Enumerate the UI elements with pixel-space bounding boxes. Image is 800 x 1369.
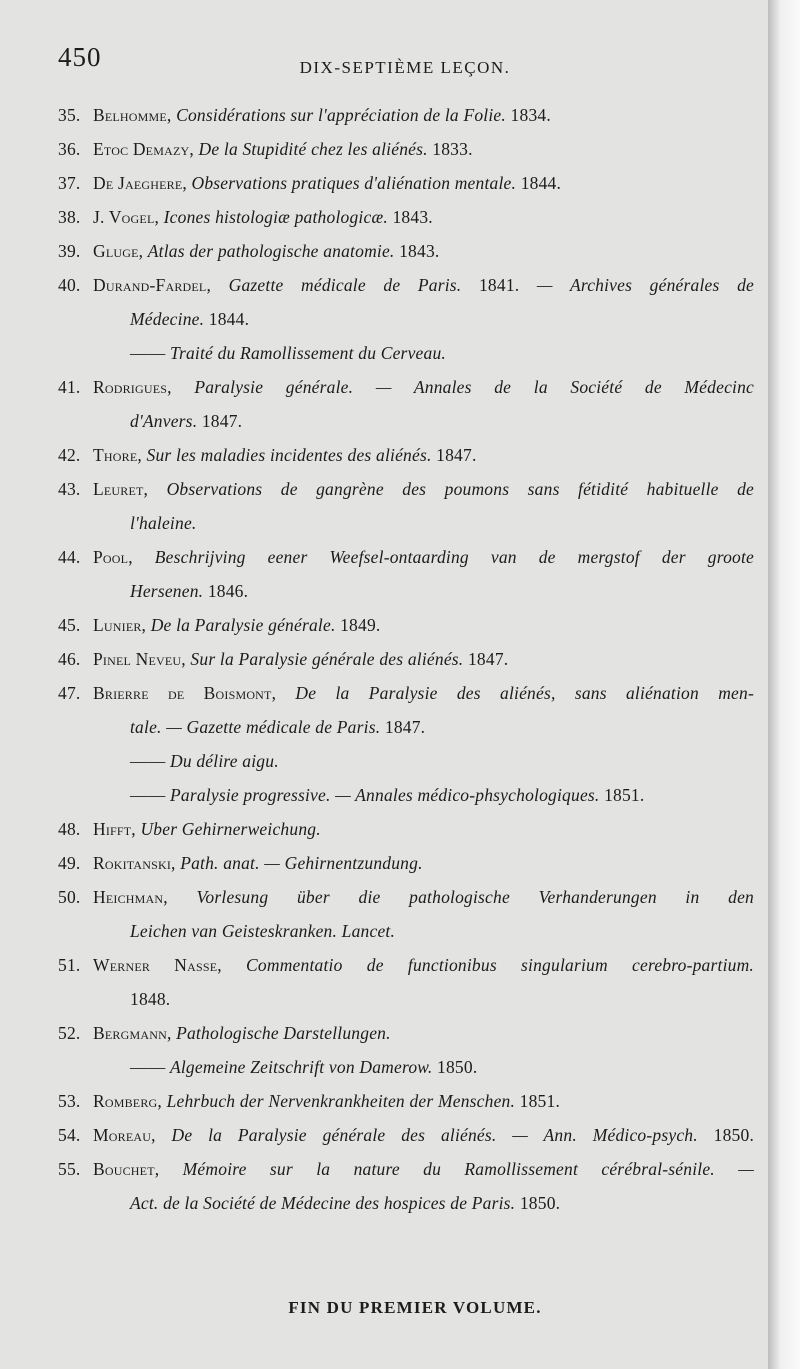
entry-title: Paralysie progressive. — Annales médico-phsychologiques. <box>169 785 600 805</box>
entry-text <box>93 166 754 200</box>
page-edge <box>768 0 800 1369</box>
entry-text <box>93 642 754 676</box>
bib-entry-continuation-line <box>0 710 768 744</box>
entry-author: Pinel Neveu, <box>93 649 186 669</box>
entry-title: De la Stupidité chez les aliénés. <box>198 139 428 159</box>
entry-author: Moreau, <box>93 1125 156 1145</box>
entry-title: De la Paralysie générale. <box>150 615 336 635</box>
entry-text <box>93 268 754 302</box>
entry-author: Hifft, <box>93 819 136 839</box>
bib-entry <box>0 132 768 166</box>
bib-entry <box>0 540 768 574</box>
entry-text <box>93 880 754 914</box>
bib-entry <box>0 336 768 370</box>
bib-entry <box>0 370 768 404</box>
entry-title: Traité du Ramollissement du Cerveau. <box>169 343 446 363</box>
bib-entry-continuation-line <box>0 506 768 540</box>
entry-number: 52. <box>58 1023 81 1043</box>
entry-text <box>93 1118 754 1152</box>
entry-text <box>93 200 754 234</box>
bib-entry <box>0 812 768 846</box>
entry-number: 46. <box>58 649 81 669</box>
entry-title-continued: tale. — Gazette médicale de Paris. <box>130 717 381 737</box>
end-of-volume-note: FIN DU PREMIER VOLUME. <box>288 1298 542 1317</box>
entry-title: Algemeine Zeitschrift von Damerow. <box>169 1057 433 1077</box>
entry-title-continued: Hersenen. <box>130 581 204 601</box>
bib-entry <box>0 744 768 778</box>
entry-number: 39. <box>58 241 81 261</box>
entry-year: 1844. <box>520 173 562 193</box>
bib-entry <box>0 880 768 914</box>
entry-title: Vorlesung über die pathologische Verhanderungen in den <box>196 887 754 907</box>
entry-title: Beschrijving eener Weefsel-ontaarding van de mergstof der groote <box>154 547 754 567</box>
entry-author: Leuret, <box>93 479 149 499</box>
entry-title: De la Paralysie des aliénés, sans aliénation men- <box>295 683 754 703</box>
entry-title: Paralysie générale. <box>194 377 354 397</box>
entry-text <box>93 370 754 404</box>
bib-entry <box>0 846 768 880</box>
page-number: 450 <box>58 42 102 72</box>
entry-text <box>93 234 754 268</box>
entry-sub-item <box>130 1050 754 1084</box>
entry-title-continued: l'haleine. <box>130 513 197 533</box>
entry-number: 38. <box>58 207 81 227</box>
entry-year: 1833. <box>432 139 473 159</box>
ditto-dash: —— <box>130 751 166 771</box>
entry-title: Atlas der pathologische anatomie. <box>147 241 395 261</box>
bibliography-list <box>0 98 768 1220</box>
entry-number: 48. <box>58 819 81 839</box>
entry-text <box>93 98 754 132</box>
bib-entry-continuation-line <box>0 914 768 948</box>
entry-year: 1843. <box>399 241 440 261</box>
entry-author: De Jaeghere, <box>93 173 187 193</box>
entry-year: 1851. <box>604 785 645 805</box>
bib-entry-continuation-line <box>0 1186 768 1220</box>
entry-author: Romberg, <box>93 1091 162 1111</box>
entry-author: Pool, <box>93 547 133 567</box>
bib-entry-continuation-line <box>0 982 768 1016</box>
ditto-dash: —— <box>130 343 166 363</box>
entry-author: Durand-Fardel, <box>93 275 212 295</box>
entry-continuation: — Annales de la Société de Médecinc <box>375 377 755 397</box>
entry-number: 50. <box>58 887 81 907</box>
entry-year: 1841. <box>478 275 520 295</box>
bib-entry <box>0 1152 768 1186</box>
entry-year: 1850. <box>713 1125 755 1145</box>
entry-number: 54. <box>58 1125 81 1145</box>
bib-entry-continuation-line <box>0 404 768 438</box>
entry-number: 53. <box>58 1091 81 1111</box>
page-header <box>0 42 768 82</box>
entry-title: Observations pratiques d'aliénation mentale. <box>191 173 517 193</box>
bib-entry <box>0 608 768 642</box>
entry-text <box>93 608 754 642</box>
bib-entry <box>0 438 768 472</box>
entry-title: Observations de gangrène des poumons sans fétidité habituelle de <box>166 479 755 499</box>
entry-number: 35. <box>58 105 81 125</box>
entry-author: Heichman, <box>93 887 168 907</box>
entry-author: Rokitanski, <box>93 853 176 873</box>
entry-text-continued <box>130 404 754 438</box>
bib-entry <box>0 1118 768 1152</box>
bib-entry <box>0 778 768 812</box>
entry-author: Bergmann, <box>93 1023 172 1043</box>
entry-year: 1851. <box>519 1091 561 1111</box>
entry-title: Uber Gehirnerweichung. <box>140 819 321 839</box>
entry-title-continued: Médecine. <box>130 309 205 329</box>
entry-year: 1843. <box>392 207 433 227</box>
entry-author: Bouchet, <box>93 1159 160 1179</box>
entry-number: 49. <box>58 853 81 873</box>
entry-text <box>93 846 754 880</box>
entry-title: Icones histologiæ pathologicæ. <box>163 207 388 227</box>
entry-year: 1847. <box>436 445 477 465</box>
entry-title: Sur la Paralysie générale des aliénés. <box>190 649 464 669</box>
entry-number: 51. <box>58 955 81 975</box>
entry-author: Werner Nasse, <box>93 955 222 975</box>
entry-year: 1848. <box>130 989 171 1009</box>
entry-year: 1846. <box>207 581 249 601</box>
entry-year: 1847. <box>467 649 509 669</box>
entry-continuation: — Archives générales de <box>536 275 755 295</box>
entry-author: Belhomme, <box>93 105 172 125</box>
entry-text <box>93 1152 754 1186</box>
entry-sub-item <box>130 744 754 778</box>
entry-author: Gluge, <box>93 241 144 261</box>
entry-text <box>93 812 754 846</box>
entry-author: Brierre de Boismont, <box>93 683 277 703</box>
bib-entry <box>0 676 768 710</box>
entry-title: Gazette médicale de Paris. <box>228 275 462 295</box>
bib-entry <box>0 948 768 982</box>
entry-number: 47. <box>58 683 81 703</box>
entry-author: Lunier, <box>93 615 147 635</box>
entry-text <box>93 540 754 574</box>
bib-entry-continuation-line <box>0 302 768 336</box>
entry-text-continued <box>130 982 754 1016</box>
entry-title: Sur les maladies incidentes des aliénés. <box>146 445 432 465</box>
bib-entry <box>0 98 768 132</box>
entry-author: Etoc Demazy, <box>93 139 194 159</box>
bib-entry <box>0 1050 768 1084</box>
entry-text-continued <box>130 1186 754 1220</box>
entry-year: 1847. <box>384 717 426 737</box>
bib-entry <box>0 200 768 234</box>
entry-text-continued <box>130 302 754 336</box>
entry-year: 1850. <box>519 1193 561 1213</box>
bib-entry <box>0 234 768 268</box>
entry-title-continued: d'Anvers. <box>130 411 198 431</box>
entry-number: 40. <box>58 275 81 295</box>
entry-text <box>93 948 754 982</box>
entry-title-continued: Act. de la Société de Médecine des hospices de Paris. <box>130 1193 516 1213</box>
entry-number: 42. <box>58 445 81 465</box>
running-title: DIX-SEPTIÈME LEÇON. <box>299 58 511 77</box>
entry-year: 1844. <box>208 309 250 329</box>
bib-entry <box>0 1016 768 1050</box>
entry-text <box>93 1084 754 1118</box>
bib-entry <box>0 1084 768 1118</box>
entry-number: 43. <box>58 479 81 499</box>
entry-text-continued <box>130 914 754 948</box>
entry-number: 36. <box>58 139 81 159</box>
entry-number: 44. <box>58 547 81 567</box>
entry-text-continued <box>130 574 754 608</box>
bib-entry <box>0 642 768 676</box>
entry-text <box>93 132 754 166</box>
bib-entry <box>0 166 768 200</box>
entry-text <box>93 472 754 506</box>
entry-title-continued: Leichen van Geisteskranken. Lancet. <box>130 921 396 941</box>
entry-text-continued <box>130 710 754 744</box>
entry-year: 1850. <box>437 1057 478 1077</box>
bib-entry <box>0 472 768 506</box>
entry-title: Lehrbuch der Nervenkrankheiten der Menschen. <box>166 1091 516 1111</box>
entry-text <box>93 676 754 710</box>
entry-year: 1849. <box>340 615 381 635</box>
entry-number: 41. <box>58 377 81 397</box>
ditto-dash: —— <box>130 1057 166 1077</box>
entry-title: Commentatio de functionibus singularium cerebro-partium. <box>246 955 754 975</box>
entry-title: De la Paralysie générale des aliénés. — Ann. Médico-psych. <box>171 1125 698 1145</box>
entry-title: Mémoire sur la nature du Ramollissement cérébral-sénile. — <box>182 1159 754 1179</box>
entry-number: 37. <box>58 173 81 193</box>
entry-author: Rodrigues, <box>93 377 172 397</box>
entry-number: 55. <box>58 1159 81 1179</box>
entry-title: Du délire aigu. <box>169 751 279 771</box>
entry-year: 1834. <box>510 105 551 125</box>
bib-entry <box>0 268 768 302</box>
entry-text <box>93 438 754 472</box>
entry-title: Considérations sur l'appréciation de la Folie. <box>176 105 506 125</box>
entry-sub-item <box>130 778 754 812</box>
entry-sub-item <box>130 336 754 370</box>
entry-author: J. Vogel, <box>93 207 160 227</box>
entry-number: 45. <box>58 615 81 635</box>
entry-text <box>93 1016 754 1050</box>
entry-title: Pathologische Darstellungen. <box>176 1023 391 1043</box>
entry-text-continued <box>130 506 754 540</box>
bib-entry-continuation-line <box>0 574 768 608</box>
entry-year: 1847. <box>201 411 243 431</box>
entry-author: Thore, <box>93 445 142 465</box>
entry-title: Path. anat. — Gehirnentzundung. <box>180 853 423 873</box>
ditto-dash: —— <box>130 785 166 805</box>
